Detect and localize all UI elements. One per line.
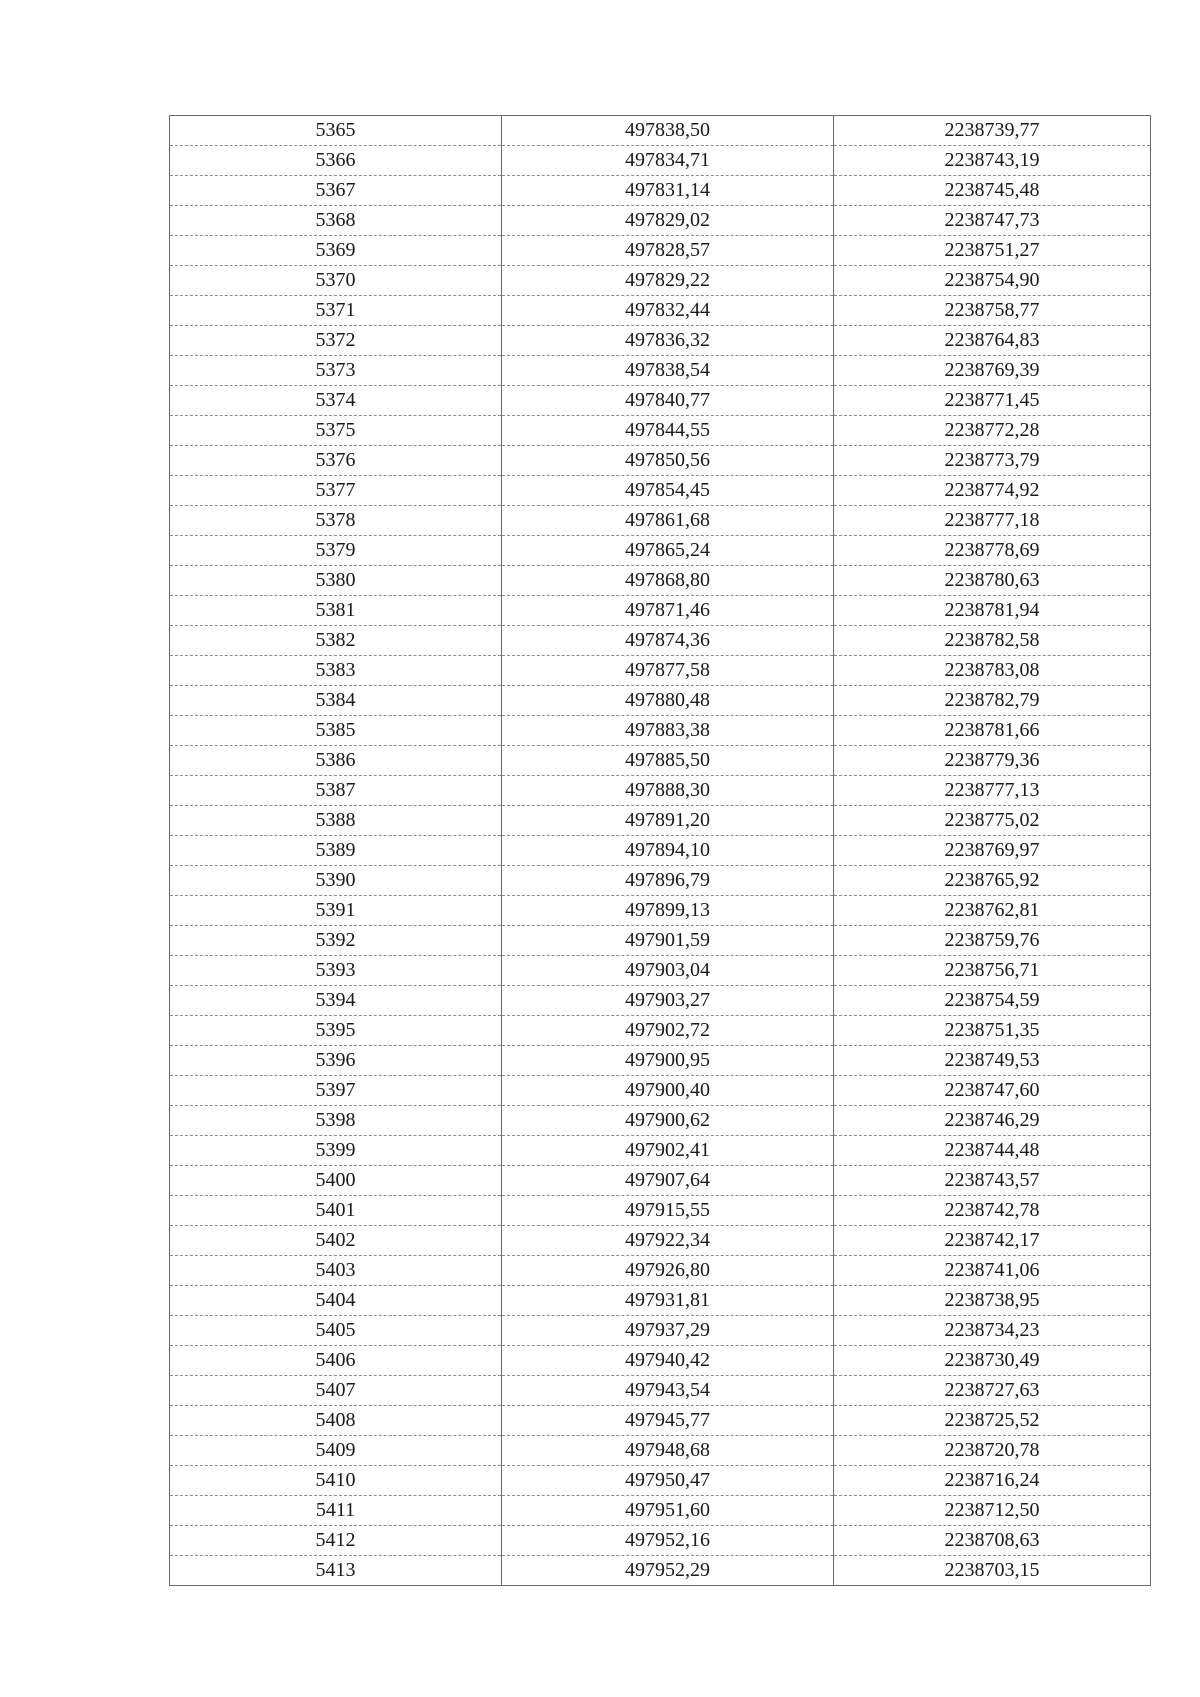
x-coordinate-cell: 497850,56 xyxy=(502,446,834,476)
y-coordinate-cell: 2238780,63 xyxy=(834,566,1151,596)
point-number-cell: 5385 xyxy=(170,716,502,746)
y-coordinate-cell: 2238745,48 xyxy=(834,176,1151,206)
table-row xyxy=(170,1526,1151,1556)
point-number-cell: 5386 xyxy=(170,746,502,776)
y-coordinate-cell: 2238777,13 xyxy=(834,776,1151,806)
point-number-cell: 5382 xyxy=(170,626,502,656)
point-number-cell: 5406 xyxy=(170,1346,502,1376)
x-coordinate-cell: 497945,77 xyxy=(502,1406,834,1436)
x-coordinate-cell: 497943,54 xyxy=(502,1376,834,1406)
y-coordinate-cell: 2238746,29 xyxy=(834,1106,1151,1136)
point-number-cell: 5409 xyxy=(170,1436,502,1466)
x-coordinate-cell: 497900,40 xyxy=(502,1076,834,1106)
x-coordinate-cell: 497871,46 xyxy=(502,596,834,626)
table-row xyxy=(170,716,1151,746)
x-coordinate-cell: 497844,55 xyxy=(502,416,834,446)
table-row xyxy=(170,1406,1151,1436)
point-number-cell: 5388 xyxy=(170,806,502,836)
table-row xyxy=(170,1256,1151,1286)
table-row xyxy=(170,1346,1151,1376)
x-coordinate-cell: 497885,50 xyxy=(502,746,834,776)
table-row xyxy=(170,656,1151,686)
x-coordinate-cell: 497832,44 xyxy=(502,296,834,326)
y-coordinate-cell: 2238769,39 xyxy=(834,356,1151,386)
table-row xyxy=(170,926,1151,956)
table-row xyxy=(170,1166,1151,1196)
y-coordinate-cell: 2238769,97 xyxy=(834,836,1151,866)
point-number-cell: 5393 xyxy=(170,956,502,986)
y-coordinate-cell: 2238739,77 xyxy=(834,116,1151,146)
table-row xyxy=(170,686,1151,716)
x-coordinate-cell: 497922,34 xyxy=(502,1226,834,1256)
y-coordinate-cell: 2238782,79 xyxy=(834,686,1151,716)
x-coordinate-cell: 497829,02 xyxy=(502,206,834,236)
y-coordinate-cell: 2238708,63 xyxy=(834,1526,1151,1556)
y-coordinate-cell: 2238754,59 xyxy=(834,986,1151,1016)
y-coordinate-cell: 2238743,57 xyxy=(834,1166,1151,1196)
point-number-cell: 5395 xyxy=(170,1016,502,1046)
point-number-cell: 5370 xyxy=(170,266,502,296)
y-coordinate-cell: 2238725,52 xyxy=(834,1406,1151,1436)
point-number-cell: 5373 xyxy=(170,356,502,386)
x-coordinate-cell: 497896,79 xyxy=(502,866,834,896)
y-coordinate-cell: 2238747,60 xyxy=(834,1076,1151,1106)
x-coordinate-cell: 497836,32 xyxy=(502,326,834,356)
y-coordinate-cell: 2238751,35 xyxy=(834,1016,1151,1046)
point-number-cell: 5389 xyxy=(170,836,502,866)
point-number-cell: 5412 xyxy=(170,1526,502,1556)
point-number-cell: 5384 xyxy=(170,686,502,716)
point-number-cell: 5372 xyxy=(170,326,502,356)
point-number-cell: 5400 xyxy=(170,1166,502,1196)
table-row xyxy=(170,566,1151,596)
x-coordinate-cell: 497838,50 xyxy=(502,116,834,146)
y-coordinate-cell: 2238720,78 xyxy=(834,1436,1151,1466)
table-row xyxy=(170,536,1151,566)
y-coordinate-cell: 2238771,45 xyxy=(834,386,1151,416)
table-row xyxy=(170,626,1151,656)
x-coordinate-cell: 497931,81 xyxy=(502,1286,834,1316)
x-coordinate-cell: 497883,38 xyxy=(502,716,834,746)
x-coordinate-cell: 497952,29 xyxy=(502,1556,834,1586)
table-row xyxy=(170,1286,1151,1316)
x-coordinate-cell: 497838,54 xyxy=(502,356,834,386)
y-coordinate-cell: 2238742,78 xyxy=(834,1196,1151,1226)
table-row xyxy=(170,956,1151,986)
y-coordinate-cell: 2238754,90 xyxy=(834,266,1151,296)
table-row xyxy=(170,326,1151,356)
x-coordinate-cell: 497854,45 xyxy=(502,476,834,506)
y-coordinate-cell: 2238758,77 xyxy=(834,296,1151,326)
y-coordinate-cell: 2238741,06 xyxy=(834,1256,1151,1286)
x-coordinate-cell: 497880,48 xyxy=(502,686,834,716)
y-coordinate-cell: 2238727,63 xyxy=(834,1376,1151,1406)
coordinates-table xyxy=(169,115,1151,1586)
x-coordinate-cell: 497900,62 xyxy=(502,1106,834,1136)
y-coordinate-cell: 2238778,69 xyxy=(834,536,1151,566)
y-coordinate-cell: 2238756,71 xyxy=(834,956,1151,986)
y-coordinate-cell: 2238762,81 xyxy=(834,896,1151,926)
table-row xyxy=(170,776,1151,806)
y-coordinate-cell: 2238703,15 xyxy=(834,1556,1151,1586)
y-coordinate-cell: 2238759,76 xyxy=(834,926,1151,956)
x-coordinate-cell: 497840,77 xyxy=(502,386,834,416)
table-row xyxy=(170,1076,1151,1106)
point-number-cell: 5379 xyxy=(170,536,502,566)
x-coordinate-cell: 497828,57 xyxy=(502,236,834,266)
y-coordinate-cell: 2238781,94 xyxy=(834,596,1151,626)
point-number-cell: 5375 xyxy=(170,416,502,446)
y-coordinate-cell: 2238743,19 xyxy=(834,146,1151,176)
x-coordinate-cell: 497902,72 xyxy=(502,1016,834,1046)
point-number-cell: 5367 xyxy=(170,176,502,206)
y-coordinate-cell: 2238783,08 xyxy=(834,656,1151,686)
point-number-cell: 5365 xyxy=(170,116,502,146)
coordinates-table-body xyxy=(170,116,1151,1586)
y-coordinate-cell: 2238779,36 xyxy=(834,746,1151,776)
x-coordinate-cell: 497940,42 xyxy=(502,1346,834,1376)
point-number-cell: 5407 xyxy=(170,1376,502,1406)
table-row xyxy=(170,116,1151,146)
x-coordinate-cell: 497874,36 xyxy=(502,626,834,656)
point-number-cell: 5366 xyxy=(170,146,502,176)
point-number-cell: 5401 xyxy=(170,1196,502,1226)
point-number-cell: 5398 xyxy=(170,1106,502,1136)
x-coordinate-cell: 497877,58 xyxy=(502,656,834,686)
table-row xyxy=(170,1556,1151,1586)
point-number-cell: 5378 xyxy=(170,506,502,536)
point-number-cell: 5394 xyxy=(170,986,502,1016)
point-number-cell: 5399 xyxy=(170,1136,502,1166)
point-number-cell: 5411 xyxy=(170,1496,502,1526)
x-coordinate-cell: 497951,60 xyxy=(502,1496,834,1526)
table-row xyxy=(170,1466,1151,1496)
point-number-cell: 5397 xyxy=(170,1076,502,1106)
point-number-cell: 5405 xyxy=(170,1316,502,1346)
x-coordinate-cell: 497937,29 xyxy=(502,1316,834,1346)
table-row xyxy=(170,986,1151,1016)
point-number-cell: 5396 xyxy=(170,1046,502,1076)
point-number-cell: 5410 xyxy=(170,1466,502,1496)
point-number-cell: 5371 xyxy=(170,296,502,326)
point-number-cell: 5376 xyxy=(170,446,502,476)
point-number-cell: 5408 xyxy=(170,1406,502,1436)
point-number-cell: 5404 xyxy=(170,1286,502,1316)
x-coordinate-cell: 497907,64 xyxy=(502,1166,834,1196)
y-coordinate-cell: 2238738,95 xyxy=(834,1286,1151,1316)
table-row xyxy=(170,356,1151,386)
y-coordinate-cell: 2238774,92 xyxy=(834,476,1151,506)
table-row xyxy=(170,506,1151,536)
table-row xyxy=(170,1046,1151,1076)
table-row xyxy=(170,746,1151,776)
x-coordinate-cell: 497948,68 xyxy=(502,1436,834,1466)
table-row xyxy=(170,1016,1151,1046)
point-number-cell: 5403 xyxy=(170,1256,502,1286)
table-row xyxy=(170,1436,1151,1466)
table-row xyxy=(170,476,1151,506)
y-coordinate-cell: 2238742,17 xyxy=(834,1226,1151,1256)
table-row xyxy=(170,1226,1151,1256)
point-number-cell: 5392 xyxy=(170,926,502,956)
y-coordinate-cell: 2238734,23 xyxy=(834,1316,1151,1346)
table-row xyxy=(170,236,1151,266)
point-number-cell: 5368 xyxy=(170,206,502,236)
table-row xyxy=(170,596,1151,626)
x-coordinate-cell: 497894,10 xyxy=(502,836,834,866)
x-coordinate-cell: 497834,71 xyxy=(502,146,834,176)
table-row xyxy=(170,386,1151,416)
point-number-cell: 5413 xyxy=(170,1556,502,1586)
table-row xyxy=(170,1316,1151,1346)
y-coordinate-cell: 2238781,66 xyxy=(834,716,1151,746)
table-row xyxy=(170,836,1151,866)
table-row xyxy=(170,416,1151,446)
x-coordinate-cell: 497903,04 xyxy=(502,956,834,986)
table-row xyxy=(170,146,1151,176)
x-coordinate-cell: 497952,16 xyxy=(502,1526,834,1556)
table-row xyxy=(170,1376,1151,1406)
x-coordinate-cell: 497900,95 xyxy=(502,1046,834,1076)
y-coordinate-cell: 2238775,02 xyxy=(834,806,1151,836)
x-coordinate-cell: 497903,27 xyxy=(502,986,834,1016)
x-coordinate-cell: 497891,20 xyxy=(502,806,834,836)
point-number-cell: 5377 xyxy=(170,476,502,506)
y-coordinate-cell: 2238772,28 xyxy=(834,416,1151,446)
table-row xyxy=(170,896,1151,926)
table-row xyxy=(170,206,1151,236)
y-coordinate-cell: 2238730,49 xyxy=(834,1346,1151,1376)
y-coordinate-cell: 2238777,18 xyxy=(834,506,1151,536)
x-coordinate-cell: 497868,80 xyxy=(502,566,834,596)
y-coordinate-cell: 2238764,83 xyxy=(834,326,1151,356)
point-number-cell: 5369 xyxy=(170,236,502,266)
point-number-cell: 5387 xyxy=(170,776,502,806)
x-coordinate-cell: 497902,41 xyxy=(502,1136,834,1166)
table-row xyxy=(170,266,1151,296)
y-coordinate-cell: 2238744,48 xyxy=(834,1136,1151,1166)
x-coordinate-cell: 497915,55 xyxy=(502,1196,834,1226)
table-row xyxy=(170,866,1151,896)
table-row xyxy=(170,1196,1151,1226)
x-coordinate-cell: 497926,80 xyxy=(502,1256,834,1286)
table-row xyxy=(170,176,1151,206)
y-coordinate-cell: 2238751,27 xyxy=(834,236,1151,266)
x-coordinate-cell: 497829,22 xyxy=(502,266,834,296)
x-coordinate-cell: 497950,47 xyxy=(502,1466,834,1496)
y-coordinate-cell: 2238749,53 xyxy=(834,1046,1151,1076)
x-coordinate-cell: 497861,68 xyxy=(502,506,834,536)
y-coordinate-cell: 2238782,58 xyxy=(834,626,1151,656)
table-row xyxy=(170,446,1151,476)
point-number-cell: 5374 xyxy=(170,386,502,416)
y-coordinate-cell: 2238773,79 xyxy=(834,446,1151,476)
x-coordinate-cell: 497901,59 xyxy=(502,926,834,956)
y-coordinate-cell: 2238716,24 xyxy=(834,1466,1151,1496)
point-number-cell: 5391 xyxy=(170,896,502,926)
point-number-cell: 5380 xyxy=(170,566,502,596)
table-row xyxy=(170,1136,1151,1166)
point-number-cell: 5383 xyxy=(170,656,502,686)
table-row xyxy=(170,296,1151,326)
x-coordinate-cell: 497888,30 xyxy=(502,776,834,806)
table-row xyxy=(170,806,1151,836)
point-number-cell: 5402 xyxy=(170,1226,502,1256)
point-number-cell: 5390 xyxy=(170,866,502,896)
y-coordinate-cell: 2238747,73 xyxy=(834,206,1151,236)
x-coordinate-cell: 497831,14 xyxy=(502,176,834,206)
x-coordinate-cell: 497899,13 xyxy=(502,896,834,926)
table-row xyxy=(170,1496,1151,1526)
point-number-cell: 5381 xyxy=(170,596,502,626)
table-row xyxy=(170,1106,1151,1136)
y-coordinate-cell: 2238765,92 xyxy=(834,866,1151,896)
y-coordinate-cell: 2238712,50 xyxy=(834,1496,1151,1526)
x-coordinate-cell: 497865,24 xyxy=(502,536,834,566)
